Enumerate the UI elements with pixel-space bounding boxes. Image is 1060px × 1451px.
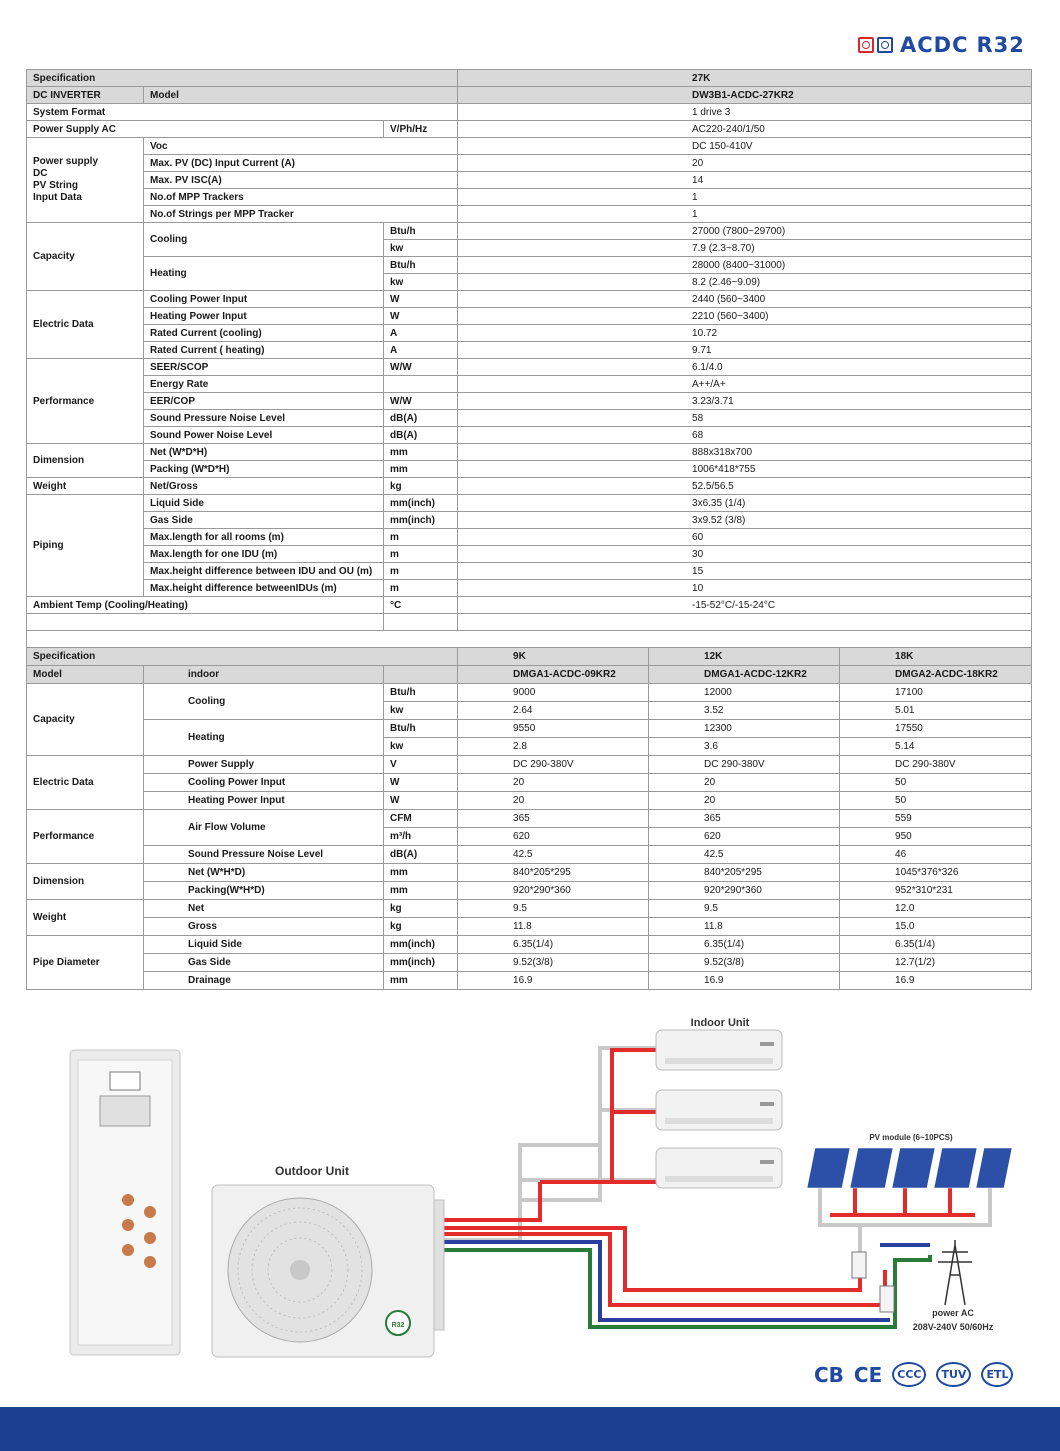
table-cell: Net (144, 900, 384, 918)
table-cell: Sound Pressure Noise Level (144, 846, 384, 864)
table-cell: DC 290-380V (458, 756, 649, 774)
cert-ccc-icon: CCC (892, 1362, 926, 1387)
table-cell: Rated Current (cooling) (144, 325, 384, 342)
pv-modules (807, 1148, 1012, 1188)
table-cell (384, 666, 458, 684)
table-cell: 5.01 (840, 702, 1032, 720)
table-cell: Heating (144, 257, 384, 291)
table-cell: Net (W*H*D) (144, 864, 384, 882)
table-cell: 18K (840, 648, 1032, 666)
table-row (27, 666, 1032, 684)
table-cell: Heating Power Input (144, 792, 384, 810)
table-row (27, 461, 1032, 478)
table-row (27, 864, 1032, 882)
table-row (27, 444, 1032, 461)
table-cell (458, 614, 1032, 631)
table-row (27, 936, 1032, 954)
table-row (27, 427, 1032, 444)
table-cell: 12K (649, 648, 840, 666)
table-row (27, 882, 1032, 900)
spec-label: Specification (27, 70, 458, 87)
table-cell: A (384, 342, 458, 359)
table-cell: Voc (144, 138, 458, 155)
table-row (27, 720, 1032, 738)
indoor-unit-label: Indoor Unit (690, 1017, 750, 1029)
table-cell: 16.9 (458, 972, 649, 990)
table-row (27, 597, 1032, 614)
table-cell: Cooling Power Input (144, 774, 384, 792)
table-cell: mm (384, 864, 458, 882)
table-cell: W/W (384, 359, 458, 376)
table-row (27, 648, 1032, 666)
table-cell: Max. PV ISC(A) (144, 172, 458, 189)
table-cell: 14 (458, 172, 1032, 189)
table-cell: DC 290-380V (840, 756, 1032, 774)
table-row (27, 257, 1032, 274)
table-cell: 6.35(1/4) (458, 936, 649, 954)
table-cell: System Format (27, 104, 458, 121)
table-cell: 12.7(1/2) (840, 954, 1032, 972)
table-cell: DMGA1-ACDC-12KR2 (649, 666, 840, 684)
table-row (27, 546, 1032, 563)
table-cell: W (384, 774, 458, 792)
table-cell: m (384, 563, 458, 580)
table-cell: Power Supply (144, 756, 384, 774)
table-cell: dB(A) (384, 410, 458, 427)
table-row (27, 325, 1032, 342)
table-cell: Piping (27, 495, 144, 597)
table-cell: 3x6.35 (1/4) (458, 495, 1032, 512)
pv-module-label: PV module (6~10PCS) (869, 1133, 953, 1142)
cert-etl-icon: ETL (981, 1362, 1013, 1387)
table-cell: m (384, 546, 458, 563)
table-cell: Electric Data (27, 291, 144, 359)
system-diagram (0, 1000, 1060, 1410)
table-cell: W (384, 308, 458, 325)
table-cell: m (384, 580, 458, 597)
table-row (27, 774, 1032, 792)
table-cell: m³/h (384, 828, 458, 846)
table-cell: 6.35(1/4) (840, 936, 1032, 954)
table-row (27, 155, 1032, 172)
table-row (27, 478, 1032, 495)
outdoor-unit-front (212, 1185, 444, 1357)
cert-ce-icon: CE (853, 1362, 883, 1387)
table-cell: 365 (458, 810, 649, 828)
table-cell: mm (384, 882, 458, 900)
table-cell (384, 614, 458, 631)
table-cell: 9.52(3/8) (649, 954, 840, 972)
table-cell (27, 631, 1032, 648)
table-cell: Max. PV (DC) Input Current (A) (144, 155, 458, 172)
table-cell: No.of MPP Trackers (144, 189, 458, 206)
table-cell: 20 (649, 774, 840, 792)
table-cell: Max.height difference betweenIDUs (m) (144, 580, 384, 597)
cert-cb-icon: CB (814, 1362, 844, 1387)
dc-inverter-label: DC INVERTER (27, 87, 144, 104)
table-cell: Air Flow Volume (144, 810, 384, 846)
table-cell: 920*290*360 (458, 882, 649, 900)
table-cell: SEER/SCOP (144, 359, 384, 376)
table-cell: Power Supply AC (27, 121, 384, 138)
table-cell: Sound Power Noise Level (144, 427, 384, 444)
table-cell: 28000 (8400~31000) (458, 257, 1032, 274)
table-cell: kg (384, 900, 458, 918)
table-cell: Weight (27, 900, 144, 936)
table-cell: 365 (649, 810, 840, 828)
table-row (27, 291, 1032, 308)
table-cell: 10 (458, 580, 1032, 597)
table-cell: Pipe Diameter (27, 936, 144, 990)
indoor-spec-table (26, 647, 1032, 990)
table-row (27, 918, 1032, 936)
table-row (27, 972, 1032, 990)
spec-value: 27K (458, 70, 1032, 87)
table-cell: Capacity (27, 223, 144, 291)
table-cell: 840*205*295 (649, 864, 840, 882)
table-cell: Btu/h (384, 223, 458, 240)
table-cell: Net (W*D*H) (144, 444, 384, 461)
table-cell: kw (384, 240, 458, 257)
table-cell: kw (384, 738, 458, 756)
table-cell: 950 (840, 828, 1032, 846)
table-cell: 15 (458, 563, 1032, 580)
outdoor-unit-side-view (70, 1050, 180, 1355)
table-cell: Ambient Temp (Cooling/Heating) (27, 597, 384, 614)
table-row (27, 206, 1032, 223)
table-cell: m (384, 529, 458, 546)
table-cell: mm(inch) (384, 954, 458, 972)
table-cell: 2.64 (458, 702, 649, 720)
table-cell: mm(inch) (384, 936, 458, 954)
table-cell: 15.0 (840, 918, 1032, 936)
dc-group-label: Power supply DC PV String Input Data (27, 138, 144, 223)
table-cell: indoor (144, 666, 384, 684)
table-cell: 1006*418*755 (458, 461, 1032, 478)
table-cell: 920*290*360 (649, 882, 840, 900)
table-cell: 888x318x700 (458, 444, 1032, 461)
table-cell (384, 376, 458, 393)
table-cell: EER/COP (144, 393, 384, 410)
table-cell: 1 drive 3 (458, 104, 1032, 121)
table-cell: 9550 (458, 720, 649, 738)
table-row (27, 308, 1032, 325)
table-row (27, 846, 1032, 864)
table-row (27, 792, 1032, 810)
table-cell: 50 (840, 774, 1032, 792)
power-tower-icon (938, 1240, 972, 1305)
table-cell: 10.72 (458, 325, 1032, 342)
indoor-unit-1 (656, 1030, 782, 1070)
table-cell: Energy Rate (144, 376, 384, 393)
table-cell: 3x9.52 (3/8) (458, 512, 1032, 529)
brand-name: ACDC R32 (900, 33, 1025, 57)
table-cell: 3.52 (649, 702, 840, 720)
table-cell: 9000 (458, 684, 649, 702)
table-cell: Performance (27, 359, 144, 444)
table-cell (27, 614, 384, 631)
table-cell: Gross (144, 918, 384, 936)
table-cell: W (384, 291, 458, 308)
table-cell: CFM (384, 810, 458, 828)
table-cell: 5.14 (840, 738, 1032, 756)
table-cell: Rated Current ( heating) (144, 342, 384, 359)
model-value: DW3B1-ACDC-27KR2 (458, 87, 1032, 104)
table-cell: 620 (458, 828, 649, 846)
table-cell: Dimension (27, 444, 144, 478)
table-cell: Liquid Side (144, 495, 384, 512)
table-row (27, 631, 1032, 648)
certification-logos (814, 1362, 1013, 1387)
table-cell: Electric Data (27, 756, 144, 810)
table-cell: mm(inch) (384, 495, 458, 512)
table-cell: Cooling Power Input (144, 291, 384, 308)
table-cell: 2.8 (458, 738, 649, 756)
table-cell: 16.9 (840, 972, 1032, 990)
table-cell: mm (384, 461, 458, 478)
table-cell: W (384, 792, 458, 810)
table-cell: 6.1/4.0 (458, 359, 1032, 376)
footer-bar (0, 1407, 1060, 1451)
table-row (27, 70, 1032, 87)
table-cell: DMGA1-ACDC-09KR2 (458, 666, 649, 684)
table-cell: 42.5 (458, 846, 649, 864)
table-cell: -15-52°C/-15-24°C (458, 597, 1032, 614)
table-cell: Btu/h (384, 720, 458, 738)
table-cell: 12300 (649, 720, 840, 738)
svg-text:R32: R32 (391, 1322, 405, 1329)
table-cell: 3.6 (649, 738, 840, 756)
table-row (27, 342, 1032, 359)
table-cell: DMGA2-ACDC-18KR2 (840, 666, 1032, 684)
table-cell: 2440 (560~3400 (458, 291, 1032, 308)
table-cell: 27000 (7800~29700) (458, 223, 1032, 240)
table-cell: Weight (27, 478, 144, 495)
table-cell: 12000 (649, 684, 840, 702)
table-row (27, 580, 1032, 597)
power-ac-spec: 208V-240V 50/60Hz (912, 1322, 994, 1332)
table-cell: mm(inch) (384, 512, 458, 529)
table-cell: Gas Side (144, 512, 384, 529)
table-cell: 11.8 (458, 918, 649, 936)
table-cell: Gas Side (144, 954, 384, 972)
table-row (27, 172, 1032, 189)
table-cell: 20 (458, 774, 649, 792)
model-label: Model (144, 87, 458, 104)
table-cell: Performance (27, 810, 144, 864)
table-cell: 2210 (560~3400) (458, 308, 1032, 325)
table-cell: Heating (144, 720, 384, 756)
table-cell: Net/Gross (144, 478, 384, 495)
table-cell: 20 (649, 792, 840, 810)
brand-logo (858, 34, 1025, 56)
table-cell: 7.9 (2.3~8.70) (458, 240, 1032, 257)
table-cell: Btu/h (384, 684, 458, 702)
table-cell: 46 (840, 846, 1032, 864)
table-cell: 30 (458, 546, 1032, 563)
table-cell: No.of Strings per MPP Tracker (144, 206, 458, 223)
table-row (27, 756, 1032, 774)
brand-mark-red-icon (858, 37, 874, 53)
table-row (27, 684, 1032, 702)
table-cell: mm (384, 972, 458, 990)
table-row (27, 512, 1032, 529)
table-cell: 12.0 (840, 900, 1032, 918)
table-cell: 60 (458, 529, 1032, 546)
table-cell: 20 (458, 792, 649, 810)
table-cell: 840*205*295 (458, 864, 649, 882)
table-cell: 68 (458, 427, 1032, 444)
table-cell: 58 (458, 410, 1032, 427)
table-cell: Sound Pressure Noise Level (144, 410, 384, 427)
table-row (27, 87, 1032, 104)
table-cell: dB(A) (384, 846, 458, 864)
table-row (27, 121, 1032, 138)
table-row (27, 495, 1032, 512)
table-cell: 17100 (840, 684, 1032, 702)
table-cell: °C (384, 597, 458, 614)
table-cell: 50 (840, 792, 1032, 810)
table-row (27, 900, 1032, 918)
table-cell: 8.2 (2.46~9.09) (458, 274, 1032, 291)
table-cell: 1 (458, 206, 1032, 223)
table-cell: 20 (458, 155, 1032, 172)
indoor-unit-3 (656, 1148, 782, 1188)
table-row (27, 376, 1032, 393)
table-cell: A (384, 325, 458, 342)
table-row (27, 614, 1032, 631)
table-cell: 9.5 (649, 900, 840, 918)
table-row (27, 410, 1032, 427)
table-cell: 16.9 (649, 972, 840, 990)
table-row (27, 189, 1032, 206)
table-cell: Max.length for all rooms (m) (144, 529, 384, 546)
table-row (27, 529, 1032, 546)
table-row (27, 223, 1032, 240)
table-cell: kw (384, 702, 458, 720)
table-cell: Cooling (144, 223, 384, 257)
table-cell: Drainage (144, 972, 384, 990)
table-cell: Packing(W*H*D) (144, 882, 384, 900)
table-cell: AC220-240/1/50 (458, 121, 1032, 138)
breaker-2-icon (880, 1286, 894, 1312)
outdoor-unit-label: Outdoor Unit (275, 1164, 349, 1178)
table-cell: kg (384, 918, 458, 936)
table-cell: Dimension (27, 864, 144, 900)
brand-mark-blue-icon (877, 37, 893, 53)
table-cell: dB(A) (384, 427, 458, 444)
table-cell: 6.35(1/4) (649, 936, 840, 954)
table-cell: 9.71 (458, 342, 1032, 359)
table-cell: 1 (458, 189, 1032, 206)
table-cell: Heating Power Input (144, 308, 384, 325)
power-ac-label: power AC (932, 1308, 974, 1318)
table-row (27, 563, 1032, 580)
table-cell: Liquid Side (144, 936, 384, 954)
breaker-1-icon (852, 1252, 866, 1278)
table-cell: 620 (649, 828, 840, 846)
table-cell: Capacity (27, 684, 144, 756)
indoor-unit-2 (656, 1090, 782, 1130)
table-cell: 42.5 (649, 846, 840, 864)
table-row (27, 138, 1032, 155)
table-cell: 17550 (840, 720, 1032, 738)
cert-tuv-icon: TUV (936, 1362, 971, 1387)
table-cell: DC 150-410V (458, 138, 1032, 155)
table-cell: mm (384, 444, 458, 461)
table-cell: kg (384, 478, 458, 495)
table-cell: Model (27, 666, 144, 684)
table-cell: 9K (458, 648, 649, 666)
table-cell: Max.length for one IDU (m) (144, 546, 384, 563)
table-cell: 559 (840, 810, 1032, 828)
table-cell: 3.23/3.71 (458, 393, 1032, 410)
table-cell: Btu/h (384, 257, 458, 274)
table-cell: DC 290-380V (649, 756, 840, 774)
table-cell: Specification (27, 648, 458, 666)
table-cell: Packing (W*D*H) (144, 461, 384, 478)
table-cell: A++/A+ (458, 376, 1032, 393)
table-cell: 1045*376*326 (840, 864, 1032, 882)
table-row (27, 810, 1032, 828)
table-row (27, 393, 1032, 410)
table-cell: W/W (384, 393, 458, 410)
table-cell: 952*310*231 (840, 882, 1032, 900)
table-cell: V (384, 756, 458, 774)
table-cell: 9.52(3/8) (458, 954, 649, 972)
table-cell: Max.height difference between IDU and OU (m) (144, 563, 384, 580)
table-row (27, 954, 1032, 972)
table-cell: kw (384, 274, 458, 291)
table-cell: 9.5 (458, 900, 649, 918)
table-row (27, 104, 1032, 121)
table-row (27, 359, 1032, 376)
table-cell: Cooling (144, 684, 384, 720)
table-cell: V/Ph/Hz (384, 121, 458, 138)
table-cell: 11.8 (649, 918, 840, 936)
table-cell: 52.5/56.5 (458, 478, 1032, 495)
outdoor-spec-table (26, 69, 1032, 647)
